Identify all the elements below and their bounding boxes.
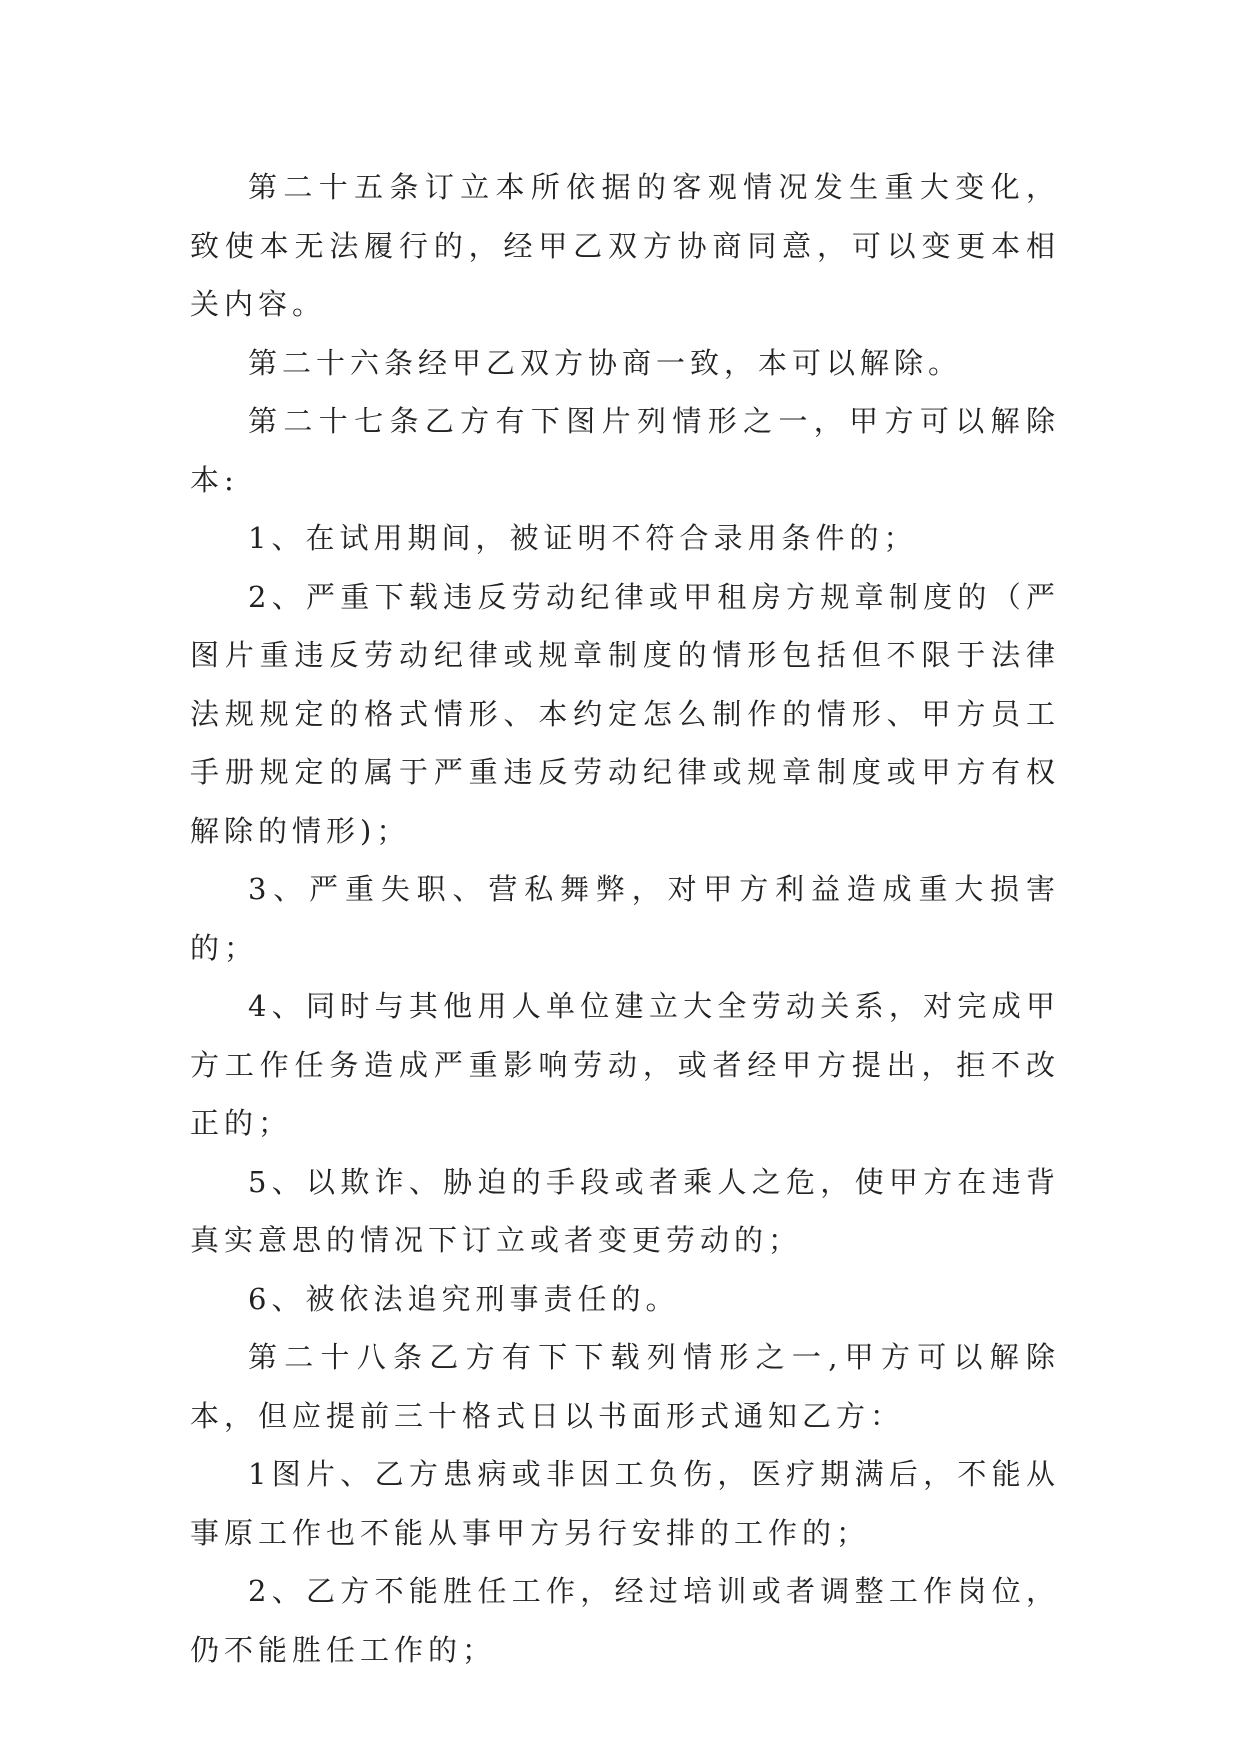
list-item: 2、严重下载违反劳动纪律或甲租房方规章制度的（严图片重违反劳动纪律或规章制度的情形包括但不限于法律法规规定的格式情形、本约定怎么制作的情形、甲方员工手册规定的属于严重违反劳动纪律或规章制度或甲方有权解除的情形)；: [190, 579, 1060, 848]
list-item: 3、严重失职、营私舞弊，对甲方利益造成重大损害的；: [190, 872, 1060, 965]
paragraph-article-26: 第二十六条经甲乙双方协商一致，本可以解除。: [248, 345, 963, 380]
document-page: [190, 158, 1060, 1679]
list-item: 4、同时与其他用人单位建立大全劳动关系，对完成甲方工作任务造成严重影响劳动，或者经甲方提出，拒不改正的；: [190, 989, 1060, 1140]
list-item: 5、以欺诈、胁迫的手段或者乘人之危，使甲方在违背真实意思的情况下订立或者变更劳动的；: [190, 1164, 1060, 1257]
list-item: 6、被依法追究刑事责任的。: [248, 1281, 680, 1316]
paragraph-article-28: 第二十八条乙方有下下载列情形之一,甲方可以解除本，但应提前三十格式日以书面形式通知乙方：: [190, 1340, 1060, 1433]
list-item: 2、乙方不能胜任工作，经过培训或者调整工作岗位，仍不能胜任工作的；: [190, 1574, 1060, 1667]
list-item: 1、在试用期间，被证明不符合录用条件的；: [248, 521, 918, 555]
paragraph-article-27: 第二十七条乙方有下图片列情形之一，甲方可以解除本:: [190, 404, 1060, 497]
paragraph-article-25: 第二十五条订立本所依据的客观情况发生重大变化，致使本无法履行的，经甲乙双方协商同意，可以变更本相关内容。: [190, 170, 1060, 321]
list-item: 1图片、乙方患病或非因工负伤，医疗期满后，不能从事原工作也不能从事甲方另行安排的工作的；: [190, 1457, 1060, 1550]
